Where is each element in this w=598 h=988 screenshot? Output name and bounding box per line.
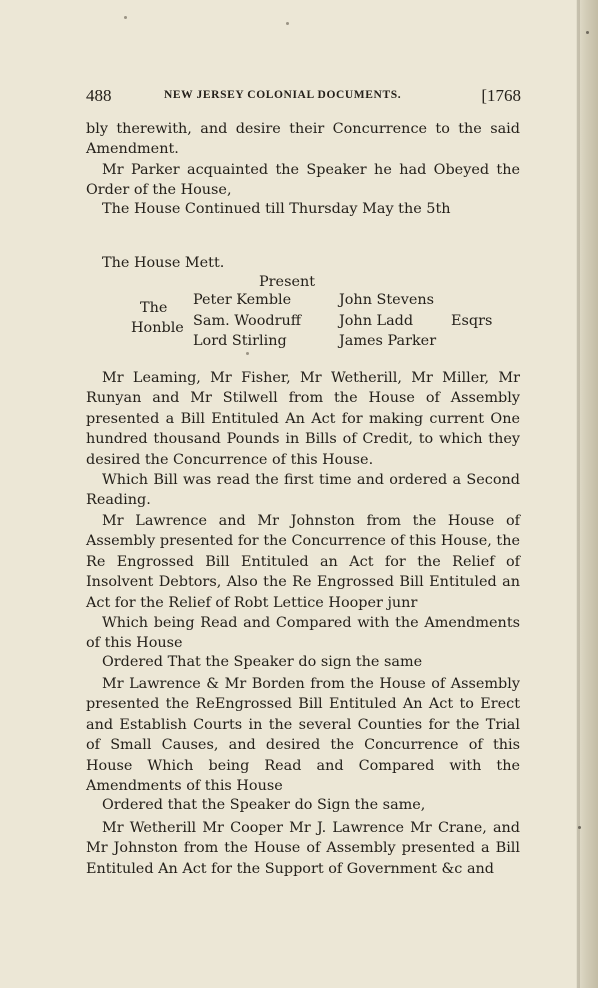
page-header — [86, 86, 521, 108]
member-name: John Ladd — [339, 313, 414, 329]
speck — [586, 31, 589, 34]
paragraph: bly therewith, and desire their Concurrence to the said Amendment. — [86, 121, 520, 158]
member-name: John Stevens — [339, 292, 435, 308]
esquires-label: Esqrs — [451, 313, 493, 329]
paragraph: Mr Leaming, Mr Fisher, Mr Wetherill, Mr Miller, Mr Runyan and Mr Stilwell from the House of Assembly presented a Bill Entituled An Act for making current One hundred thousand Pounds in Bills of Credit, to which they desired the Concurrence of this House. — [86, 370, 520, 468]
honourable-label: Honble — [131, 320, 184, 336]
paragraph: The House Mett. — [102, 255, 225, 271]
speck — [124, 16, 127, 19]
paragraph: The House Continued till Thursday May the 5th — [102, 201, 451, 217]
speck — [246, 352, 249, 355]
paragraph: Mr Wetherill Mr Cooper Mr J. Lawrence Mr Crane, and Mr Johnston from the House of Assembly presented a Bill Entituled An Act for the Support of Government &c and — [86, 820, 520, 877]
paragraph: Mr Lawrence and Mr Johnston from the House of Assembly presented for the Concurrence of this House, the Re Engrossed Bill Entituled an Act for the Relief of Insolvent Debtors, Also the Re Engrossed Bill Entituled an Act for the Relief of Robt Lettice Hooper junr — [86, 513, 520, 611]
year-marker: [1768 — [481, 86, 521, 105]
honourable-label: The — [140, 300, 168, 316]
member-name: Peter Kemble — [193, 292, 292, 308]
paragraph: Mr Parker acquainted the Speaker he had Obeyed the Order of the House, — [86, 162, 520, 199]
paragraph: Which being Read and Compared with the Amendments of this House — [86, 615, 520, 652]
running-title: NEW JERSEY COLONIAL DOCUMENTS. — [164, 89, 402, 101]
speck — [286, 22, 289, 25]
paragraph: Ordered That the Speaker do sign the same — [102, 654, 423, 670]
paragraph: Ordered that the Speaker do Sign the same, — [102, 797, 426, 813]
paragraph: Which Bill was read the first time and ordered a Second Reading. — [86, 472, 520, 509]
member-name: Lord Stirling — [193, 333, 287, 349]
paragraph: Mr Lawrence & Mr Borden from the House of Assembly presented the ReEngrossed Bill Entituled An Act to Erect and Establish Courts in the several Counties for the Trial of Small Causes, and desired the Concurrence of this House Which being Read and Compared with the Amendments of this House — [86, 676, 520, 795]
page-number: 488 — [86, 86, 112, 105]
present-heading: Present — [259, 274, 316, 290]
page-edge-shadow — [577, 0, 580, 988]
speck — [578, 826, 581, 829]
member-name: James Parker — [339, 333, 437, 349]
member-name: Sam. Woodruff — [193, 313, 301, 329]
